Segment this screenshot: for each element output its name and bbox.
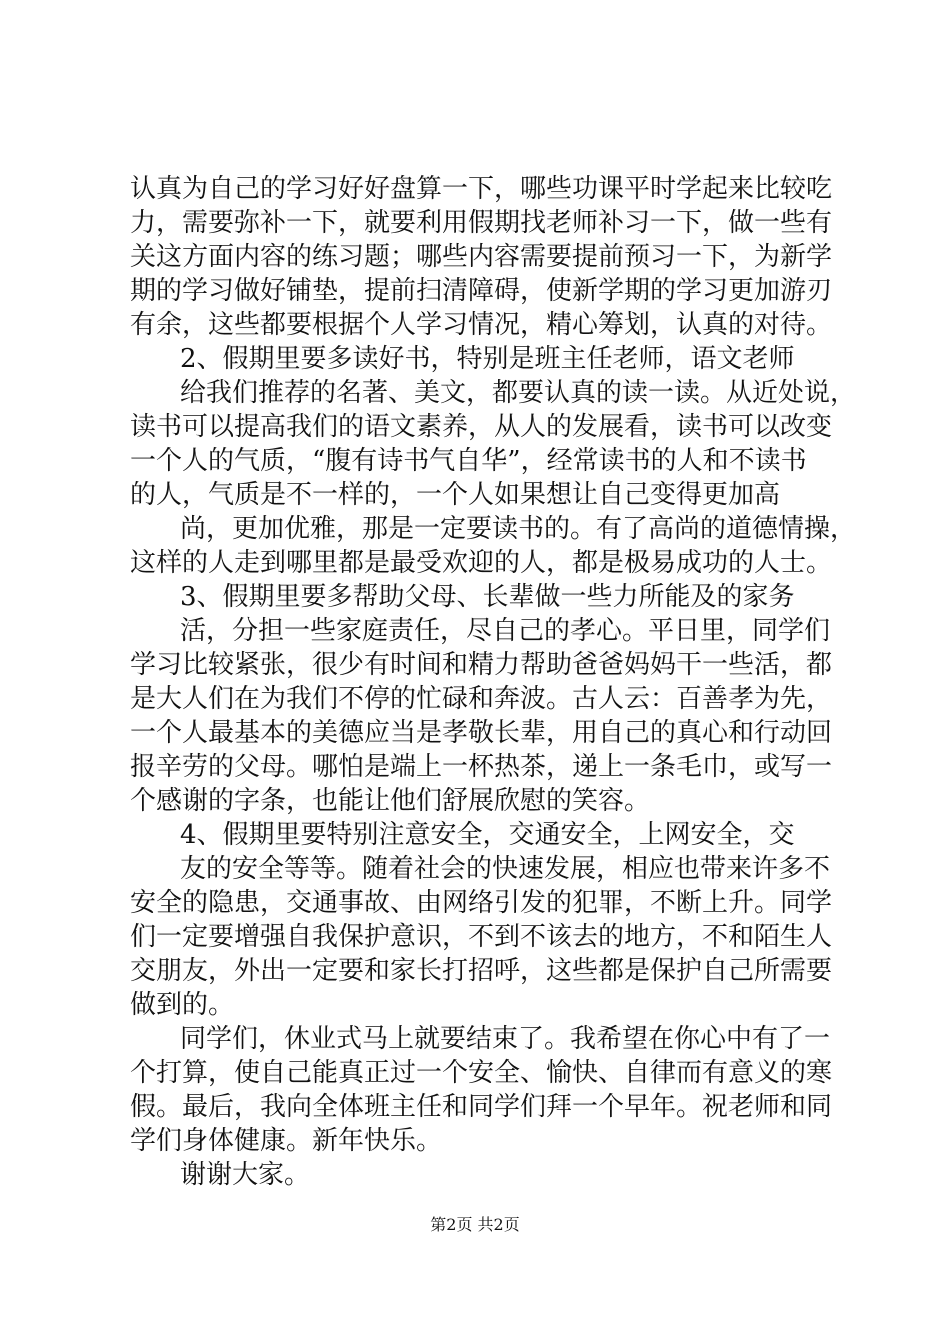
text-line: 友的安全等等。随着社会的快速发展，相应也带来许多不 xyxy=(180,854,831,884)
text-line: 是大人们在为我们不停的忙碌和奔波。古人云：百善孝为先， xyxy=(130,684,833,714)
text-line: 关这方面内容的练习题；哪些内容需要提前预习一下，为新学 xyxy=(130,242,833,272)
text-line: 读书可以提高我们的语文素养，从人的发展看，读书可以改变 xyxy=(130,412,833,442)
text-line: 给我们推荐的名著、美文，都要认真的读一读。从近处说， xyxy=(180,378,857,408)
text-line: 2、假期里要多读好书，特别是班主任老师，语文老师 xyxy=(180,344,795,374)
text-line: 活，分担一些家庭责任，尽自己的孝心。平日里，同学们 xyxy=(180,616,831,646)
text-line: 有余，这些都要根据个人学习情况，精心筹划，认真的对待。 xyxy=(130,310,833,340)
text-line: 4、假期里要特别注意安全，交通安全，上网安全，交 xyxy=(180,820,795,850)
text-line: 安全的隐患，交通事故、由网络引发的犯罪，不断上升。同学 xyxy=(130,888,833,918)
text-line: 一个人的气质，“腹有诗书气自华”，经常读书的人和不读书 xyxy=(130,446,807,476)
text-line: 的人，气质是不一样的，一个人如果想让自己变得更加高 xyxy=(130,480,781,510)
text-line: 3、假期里要多帮助父母、长辈做一些力所能及的家务 xyxy=(180,582,795,612)
text-line: 假。最后，我向全体班主任和同学们拜一个早年。祝老师和同 xyxy=(130,1092,833,1122)
text-line: 交朋友，外出一定要和家长打招呼，这些都是保护自己所需要 xyxy=(130,956,833,986)
text-line: 做到的。 xyxy=(130,990,235,1020)
text-line: 报辛劳的父母。哪怕是端上一杯热茶，递上一条毛巾，或写一 xyxy=(130,752,833,782)
text-line: 力，需要弥补一下，就要利用假期找老师补习一下，做一些有 xyxy=(130,208,833,238)
text-line: 个打算，使自己能真正过一个安全、愉快、自律而有意义的寒 xyxy=(130,1058,833,1088)
text-line: 们一定要增强自我保护意识，不到不该去的地方，不和陌生人 xyxy=(130,922,833,952)
text-line: 谢谢大家。 xyxy=(180,1160,311,1190)
text-line: 认真为自己的学习好好盘算一下，哪些功课平时学起来比较吃 xyxy=(130,174,833,204)
text-line: 学习比较紧张，很少有时间和精力帮助爸爸妈妈干一些活，都 xyxy=(130,650,833,680)
text-line: 这样的人走到哪里都是最受欢迎的人，都是极易成功的人士。 xyxy=(130,548,833,578)
text-line: 尚，更加优雅，那是一定要读书的。有了高尚的道德情操， xyxy=(180,514,857,544)
page-footer: 第2页 共2页 xyxy=(430,1215,520,1234)
text-line: 个感谢的字条，也能让他们舒展欣慰的笑容。 xyxy=(130,786,651,816)
text-line: 同学们，休业式马上就要结束了。我希望在你心中有了一 xyxy=(180,1024,831,1054)
text-line: 期的学习做好铺垫，提前扫清障碍，使新学期的学习更加游刃 xyxy=(130,276,833,306)
text-line: 一个人最基本的美德应当是孝敬长辈，用自己的真心和行动回 xyxy=(130,718,833,748)
text-line: 学们身体健康。新年快乐。 xyxy=(130,1126,443,1156)
